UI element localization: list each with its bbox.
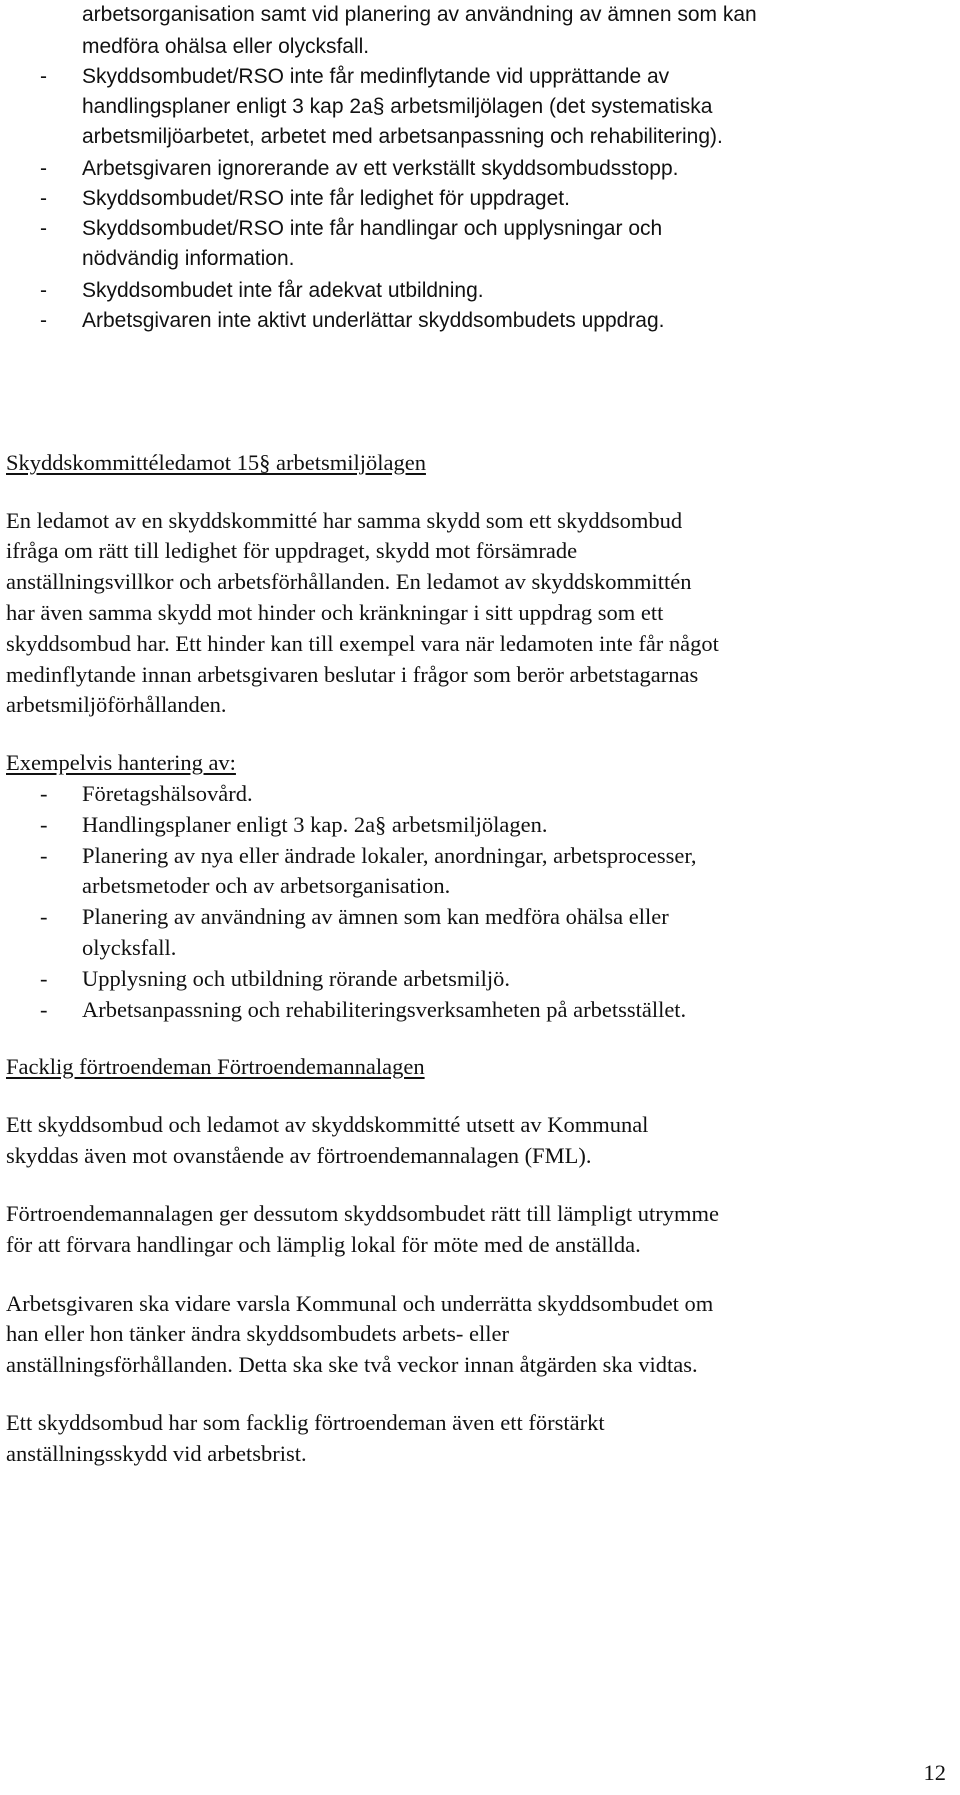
- section-heading: Facklig förtroendeman Förtroendemannalagen: [6, 1054, 425, 1079]
- list-bullet-dash: -: [40, 187, 47, 210]
- paragraph-line: har även samma skydd mot hinder och kränkningar i sitt uppdrag som ett: [6, 600, 664, 625]
- paragraph-line: Förtroendemannalagen ger dessutom skyddsombudet rätt till lämpligt utrymme: [6, 1201, 719, 1226]
- page-number: 12: [923, 1760, 946, 1785]
- paragraph-line: Ett skyddsombud har som facklig förtroendeman även ett förstärkt: [6, 1410, 605, 1435]
- list-item: Företagshälsovård.: [82, 781, 253, 806]
- list-bullet-dash: -: [40, 997, 48, 1022]
- paragraph-line: skyddas även mot ovanstående av förtroendemannalagen (FML).: [6, 1143, 592, 1168]
- list-bullet-dash: -: [40, 157, 47, 180]
- list-bullet-dash: -: [40, 966, 48, 991]
- list-bullet-dash: -: [40, 279, 47, 302]
- list-item: Arbetsgivaren inte aktivt underlättar skyddsombudets uppdrag.: [82, 309, 665, 332]
- list-item: handlingsplaner enligt 3 kap 2a§ arbetsmiljölagen (det systematiska: [82, 95, 713, 118]
- paragraph-line: anställningsskydd vid arbetsbrist.: [6, 1441, 307, 1466]
- list-item: nödvändig information.: [82, 247, 295, 270]
- list-item: Skyddsombudet/RSO inte får ledighet för uppdraget.: [82, 187, 570, 210]
- paragraph-line: medinflytande innan arbetsgivaren beslutar i frågor som berör arbetstagarnas: [6, 662, 699, 687]
- list-heading: Exempelvis hantering av:: [6, 750, 236, 775]
- list-item: Arbetsgivaren ignorerande av ett verkställt skyddsombudsstopp.: [82, 157, 679, 180]
- paragraph-line: En ledamot av en skyddskommitté har samma skydd som ett skyddsombud: [6, 508, 683, 533]
- list-bullet-dash: -: [40, 904, 48, 929]
- paragraph-line: Ett skyddsombud och ledamot av skyddskommitté utsett av Kommunal: [6, 1112, 649, 1137]
- list-bullet-dash: -: [40, 843, 48, 868]
- paragraph-line: arbetsmiljöförhållanden.: [6, 692, 227, 717]
- list-item: Handlingsplaner enligt 3 kap. 2a§ arbetsmiljölagen.: [82, 812, 548, 837]
- list-item: Upplysning och utbildning rörande arbetsmiljö.: [82, 966, 511, 991]
- paragraph-line: anställningsvillkor och arbetsförhållanden. En ledamot av skyddskommittén: [6, 569, 692, 594]
- list-item: Skyddsombudet inte får adekvat utbildning.: [82, 279, 484, 302]
- paragraph-line: han eller hon tänker ändra skyddsombudets arbets- eller: [6, 1321, 509, 1346]
- list-continuation-line: medföra ohälsa eller olycksfall.: [82, 35, 370, 58]
- list-item: olycksfall.: [82, 935, 177, 960]
- list-bullet-dash: -: [40, 65, 47, 88]
- list-item: arbetsmetoder och av arbetsorganisation.: [82, 873, 451, 898]
- list-bullet-dash: -: [40, 309, 47, 332]
- list-item: Planering av nya eller ändrade lokaler, anordningar, arbetsprocesser,: [82, 843, 697, 868]
- paragraph-line: ifråga om rätt till ledighet för uppdraget, skydd mot försämrade: [6, 538, 578, 563]
- list-bullet-dash: -: [40, 812, 48, 837]
- list-bullet-dash: -: [40, 781, 48, 806]
- list-continuation-line: arbetsorganisation samt vid planering av användning av ämnen som kan: [82, 3, 757, 26]
- list-item: Planering av användning av ämnen som kan medföra ohälsa eller: [82, 904, 669, 929]
- paragraph-line: för att förvara handlingar och lämplig lokal för möte med de anställda.: [6, 1232, 641, 1257]
- list-item: Skyddsombudet/RSO inte får medinflytande vid upprättande av: [82, 65, 670, 88]
- list-bullet-dash: -: [40, 217, 47, 240]
- section-heading: Skyddskommittéledamot 15§ arbetsmiljölagen: [6, 450, 426, 475]
- paragraph-line: anställningsförhållanden. Detta ska ske två veckor innan åtgärden ska vidtas.: [6, 1352, 698, 1377]
- paragraph-line: skyddsombud har. Ett hinder kan till exempel vara när ledamoten inte får något: [6, 631, 719, 656]
- list-item: Arbetsanpassning och rehabiliteringsverksamheten på arbetsstället.: [82, 997, 687, 1022]
- paragraph-line: Arbetsgivaren ska vidare varsla Kommunal och underrätta skyddsombudet om: [6, 1291, 714, 1316]
- list-item: arbetsmiljöarbetet, arbetet med arbetsanpassning och rehabilitering).: [82, 125, 723, 148]
- list-item: Skyddsombudet/RSO inte får handlingar och upplysningar och: [82, 217, 663, 240]
